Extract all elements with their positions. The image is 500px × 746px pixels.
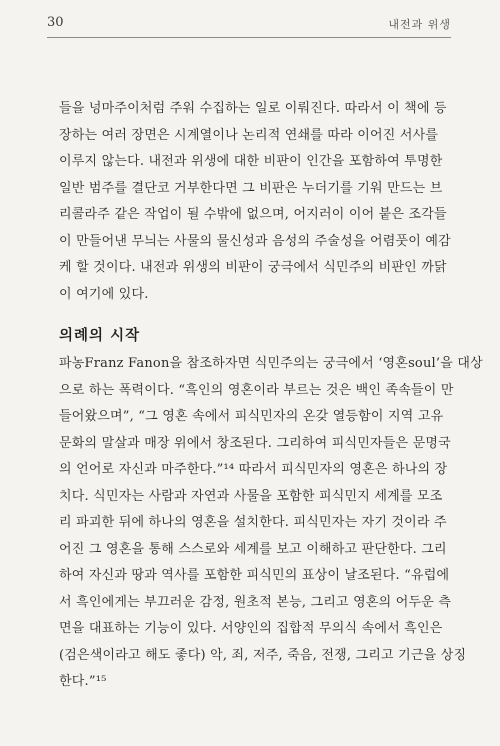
page-number: 30 <box>47 15 64 30</box>
text-line: 파농Franz Fanon을 참조하자면 식민주의는 궁극에서 ‘영혼soul’을 대상 <box>59 356 483 371</box>
running-head: 내전과 위생 <box>388 18 451 31</box>
text-line: 서 흑인에게는 부끄러운 감정, 원초적 본능, 그리고 영혼의 어두운 측 <box>59 594 452 610</box>
text-line: 한다.”¹⁵ <box>59 674 107 689</box>
text-line: 어진 그 영혼을 통해 스스로와 세계를 보고 이해하고 판단한다. 그리 <box>59 541 447 557</box>
text-line: 하여 자신과 땅과 역사를 포함한 피식민의 표상이 날조된다. “유럽에 <box>59 568 450 583</box>
text-line: 이 만들어낸 무늬는 사물의 물신성과 음성의 주술성을 어렴풋이 예감 <box>59 233 451 249</box>
text-line: 리콜라주 같은 작업이 될 수밖에 없으며, 어지러이 이어 붙은 조각들 <box>59 207 447 222</box>
text-line: (검은색이라고 해도 좋다) 악, 죄, 저주, 죽음, 전쟁, 그리고 기근을 상징 <box>59 647 467 663</box>
paragraph-2 <box>59 351 483 696</box>
text-line: 들어왔으며”, “그 영혼 속에서 피식민자의 온갖 열등함이 지역 고유 <box>59 409 444 424</box>
text-line: 문화의 말살과 매장 위에서 창조된다. 그리하여 피식민자들은 문명국 <box>59 435 451 451</box>
text-line: 리 파괴한 뒤에 하나의 영혼을 설치한다. 피식민자는 자기 것이라 주 <box>59 515 447 530</box>
text-line: 의 언어로 자신과 마주한다.”¹⁴ 따라서 피식민자의 영혼은 하나의 장 <box>59 462 448 477</box>
text-line: 으로 하는 폭력이다. “흑인의 영혼이라 부르는 것은 백인 족속들이 만 <box>59 382 454 398</box>
text-line: 들을 넝마주이처럼 주워 수집하는 일로 이뤄진다. 따라서 이 책에 등 <box>59 101 447 116</box>
text-line: 케 할 것이다. 내전과 위생의 비판이 궁극에서 식민주의 비판인 까닭 <box>59 260 447 275</box>
text-line: 치다. 식민자는 사람과 자연과 사물을 포함한 피식민지 세계를 모조 <box>59 488 443 504</box>
text-line: 장하는 여러 장면은 시계열이나 논리적 연쇄를 따라 이어진 서사를 <box>59 127 439 143</box>
text-line: 이루지 않는다. 내전과 위생에 대한 비판이 인간을 포함하여 투명한 <box>59 154 443 169</box>
text-line: 이 여기에 있다. <box>59 286 149 302</box>
text-line: 일반 범주를 결단코 거부한다면 그 비판은 누더기를 기워 만드는 브 <box>59 180 443 196</box>
header-rule <box>47 37 451 38</box>
paragraph-1 <box>59 96 451 308</box>
text-line: 면을 대표하는 기능이 있다. 서양인의 집합적 무의식 속에서 흑인은 <box>59 621 443 636</box>
section-title: 의례의 시작 <box>59 327 141 344</box>
